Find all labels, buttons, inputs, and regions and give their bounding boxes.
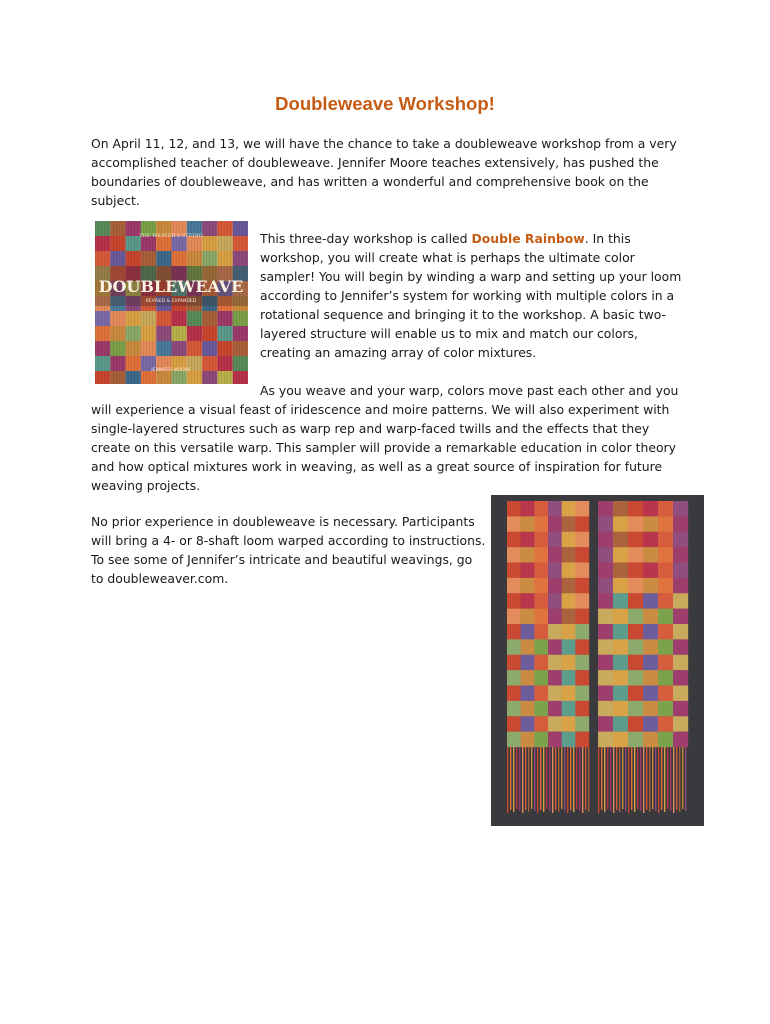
workshop-line: rotational sequence and bringing it to the workshop. A basic two-: [260, 307, 666, 322]
weaving-line: weaving projects.: [91, 478, 201, 493]
book-title-text: DOUBLEWEAVE: [98, 277, 244, 296]
weaving-line: and how optical mixtures work in weaving, as well as a great source of inspiration for future: [91, 459, 663, 474]
book-cover-image: [95, 221, 248, 384]
workshop-line: creating an amazing array of color mixtures.: [260, 345, 537, 360]
workshop-line: according to Jennifer’s system for working with multiple colors in a: [260, 288, 675, 303]
workshop-paragraph: [260, 229, 682, 362]
intro-paragraph: [91, 134, 681, 210]
workshop-intro-end: . In this: [584, 231, 631, 246]
closing-line: to doubleweaver.com.: [91, 571, 229, 586]
weaving-line: create on this versatile warp. This sampler will provide a remarkable education in color theory: [91, 440, 676, 455]
closing-line: No prior experience in doubleweave is necessary. Participants: [91, 514, 475, 529]
weaving-line: As you weave and your warp, colors move past each other and you: [260, 383, 679, 398]
intro-line: accomplished teacher of doubleweave. Jennifer Moore teaches extensively, has pushed the: [91, 155, 659, 170]
closing-line: To see some of Jennifer’s intricate and beautiful weavings, go: [91, 552, 473, 567]
workshop-line: workshop, you will create what is perhaps the ultimate color: [260, 250, 635, 265]
book-author-text: JENNIFER MOORE: [151, 368, 191, 373]
closing-paragraph: [91, 512, 486, 588]
workshop-intro-text: This three-day workshop is called: [260, 231, 472, 246]
workshop-name: Double Rainbow: [471, 231, 585, 246]
intro-line: On April 11, 12, and 13, we will have the chance to take a doubleweave workshop from a very: [91, 136, 677, 151]
document-title: Doubleweave Workshop!: [275, 93, 495, 114]
weaving-line: will experience a visual feast of iridescence and moire patterns. We will also experiment with: [91, 402, 670, 417]
intro-line: boundaries of doubleweave, and has written a wonderful and comprehensive book on the: [91, 174, 649, 189]
intro-line: subject.: [91, 193, 140, 208]
workshop-line: sampler! You will begin by winding a warp and setting up your loom: [260, 269, 682, 284]
book-subtitle-text: REVISED & EXPANDED: [145, 299, 197, 304]
weaving-paragraph: [91, 381, 681, 495]
weaving-line: single-layered structures such as warp rep and warp-faced twills and the effects that they: [91, 421, 650, 436]
book-series-text: THE WEAVER'S STUDIO: [139, 233, 203, 239]
workshop-first-line: [260, 229, 682, 248]
woven-scarves-image: [491, 495, 704, 826]
workshop-line: layered structure will enable us to mix and match our colors,: [260, 326, 638, 341]
closing-line: will bring a 4- or 8-shaft loom warped according to instructions.: [91, 533, 486, 548]
